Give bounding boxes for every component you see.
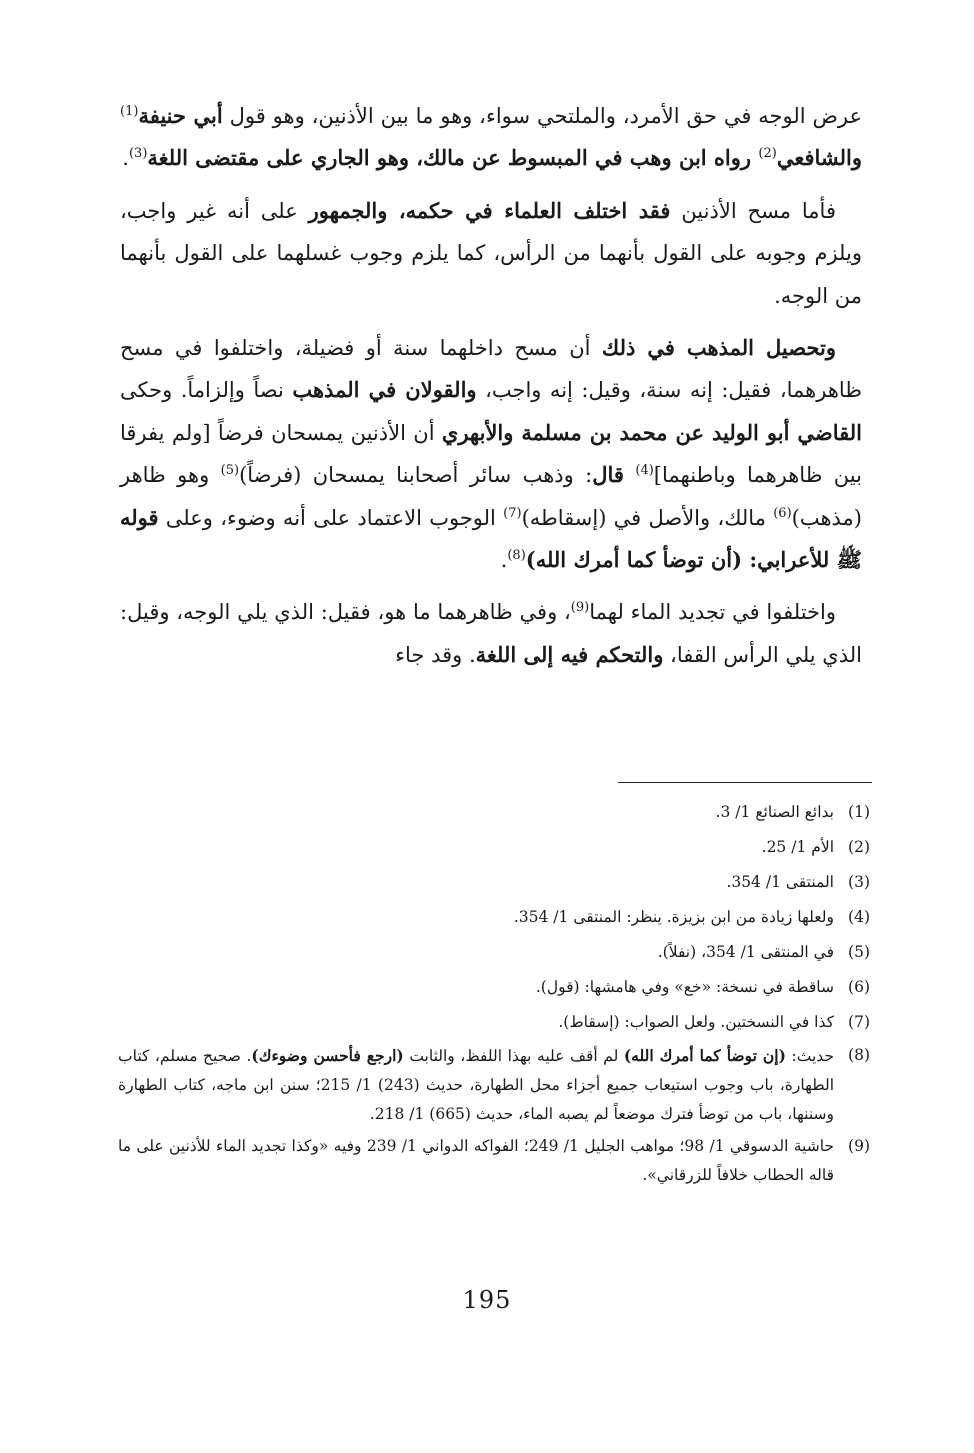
bold-text: وتحصيل المذهب في ذلك [601,335,836,361]
footnote-5 [118,936,870,968]
text-run: أن مسح داخلهما سنة أو فضيلة، واختلفوا في مسح ظاهرهما، فقيل: إنه سنة، وقيل: إنه واجب، [120,336,863,403]
footnote-4 [118,901,870,933]
footnote-8 [118,1041,870,1129]
footnote-text: ولعلها زيادة من ابن بزيزة. ينظر: المنتقى 1/ 354. [513,908,834,926]
page-number: 195 [462,1286,512,1314]
bold-text: والتحكم فيه إلى اللغة [475,641,664,667]
text-run: : وذهب سائر أصحابنا يمسحان (فرضاً) [239,463,593,488]
bold-text: رواه ابن وهب في المبسوط عن مالك، وهو الجاري على مقتضى اللغة [147,145,759,171]
bold-text: قال [592,462,624,488]
main-text [120,95,862,686]
bold-text: قوله ﷺ للأعرابي: (أن توضأ كما أمرك الله) [120,504,862,573]
text-run: على أنه غير واجب، ويلزم وجوبه على القول بأنهما من الرأس، كما يلزم وجوب غسلهما على القول بأنهما من الوجه. [120,198,862,308]
footnote-ref-9[interactable]: (9) [570,600,590,616]
footnote-text: ساقطة في نسخة: «خع» وفي هامشها: (قول). [535,978,834,996]
footnotes-section [118,796,870,1193]
footnote-text: الأم 1/ 25. [761,838,834,856]
text-run: وهو ظاهر (مذهب) [120,463,862,530]
footnote-ref-2[interactable]: (2) [758,146,777,162]
footnote-6 [118,971,870,1003]
footnote-ref-1[interactable]: (1) [120,104,139,119]
bold-text: والشافعي [776,145,862,171]
paragraph-1 [120,95,862,180]
footnote-3 [118,866,870,898]
text-run: أن الأذنين يمسحان فرضاً [ولم يفرقا بين ظاهرهما وباطنهما] [120,420,862,488]
footnote-number: (5) [848,943,870,961]
footnote-number: (4) [848,908,870,926]
footnote-number: (8) [848,1046,870,1064]
text-run: مالك، والأصل في (إسقاطه) [521,505,774,530]
bold-text: فقد اختلف العلماء في حكمه، والجمهور [308,197,671,223]
footnote-number: (2) [848,838,870,856]
footnote-separator [618,782,872,783]
text-run: حديث: [785,1047,834,1065]
text-run: . [122,146,129,171]
text-run: . صحيح مسلم، كتاب الطهارة، باب وجوب استيعاب جميع أجزاء محل الطهارة، حديث (243) 1/ 215؛ سنن ابن ماجه، كتاب الطهارة وسننها، باب من توضأ فترك موضعاً لم يصبه الماء، حديث (665) 1/ 218. [118,1047,835,1123]
footnote-text: حاشية الدسوقي 1/ 98؛ مواهب الجليل 1/ 249؛ الفواكه الدواني 1/ 239 وفيه «وكذا تجديد الماء للأذنين على ما قاله الحطاب خلافاً للزرقاني». [118,1137,835,1184]
text-run [624,463,635,487]
footnote-ref-8[interactable]: (8) [507,548,526,564]
bold-text: والقولان في المذهب [292,377,477,403]
footnote-text: في المنتقى 1/ 354، (نفلاً). [657,943,834,961]
text-run: . [500,548,508,573]
footnote-ref-6[interactable]: (6) [773,505,792,521]
footnote-number: (6) [848,978,870,996]
footnote-text: كذا في النسختين. ولعل الصواب: (إسقاط). [558,1013,834,1031]
text-run: واختلفوا في تجديد الماء لهما [589,600,836,625]
paragraph-2 [120,190,862,317]
footnote-text: المنتقى 1/ 354. [726,873,834,891]
bold-text: (ارجع فأحسن وضوءك) [251,1046,404,1065]
footnote-9 [118,1132,870,1190]
paragraph-3 [120,327,862,581]
footnote-7 [118,1006,870,1038]
bold-text: (إن توضأ كما أمرك الله) [623,1046,786,1065]
footnote-number: (1) [848,803,870,821]
footnote-text [118,1041,834,1129]
footnote-number: (3) [848,873,870,891]
footnote-text: بدائع الصنائع 1/ 3. [715,803,834,821]
footnote-ref-7[interactable]: (7) [503,505,522,521]
paragraph-4 [120,591,862,676]
footnote-2 [118,831,870,863]
footnote-ref-5[interactable]: (5) [220,463,240,479]
footnote-1 [118,796,870,828]
text-run: ، وفي ظاهرهما ما هو، فقيل: الذي يلي الوجه، وقيل: الذي يلي الرأس القفا، [120,600,862,667]
footnote-number: (7) [848,1013,870,1031]
text-run: فأما مسح الأذنين [670,198,836,223]
footnote-number: (9) [848,1137,870,1155]
text-run: لم أقف عليه بهذا اللفظ، والثابت [403,1047,624,1065]
footnote-ref-3[interactable]: (3) [128,146,148,162]
footnote-ref-4[interactable]: (4) [635,463,654,479]
bold-text: أبي حنيفة [138,103,223,128]
text-run: الوجوب الاعتماد على أنه وضوء، وعلى [158,505,504,530]
text-run: عرض الوجه في حق الأمرد، والملتحي سواء، وهو ما بين الأذنين، وهو قول [222,104,862,128]
bold-text: القاضي أبو الوليد عن محمد بن مسلمة والأبهري [441,419,862,445]
text-run: . وقد جاء [395,642,476,667]
text-run: نصاً وإلزاماً. وحكى [120,378,293,403]
